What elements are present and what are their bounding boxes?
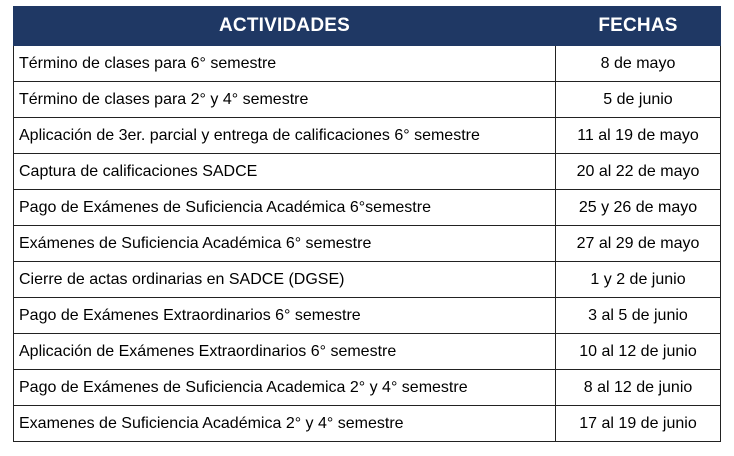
table-row — [14, 334, 721, 370]
activities-header: ACTIVIDADES — [14, 7, 556, 46]
table-row — [14, 406, 721, 442]
activity-cell: Exámenes de Suficiencia Académica 6° semestre — [14, 226, 556, 262]
date-cell: 11 al 19 de mayo — [556, 118, 721, 154]
schedule-table-container — [13, 6, 720, 442]
date-cell: 5 de junio — [556, 82, 721, 118]
schedule-table — [13, 6, 721, 442]
activity-cell: Cierre de actas ordinarias en SADCE (DGSE) — [14, 262, 556, 298]
date-cell: 10 al 12 de junio — [556, 334, 721, 370]
date-cell: 1 y 2 de junio — [556, 262, 721, 298]
table-row — [14, 190, 721, 226]
activity-cell: Pago de Exámenes de Suficiencia Academica 2° y 4° semestre — [14, 370, 556, 406]
activity-cell: Pago de Exámenes de Suficiencia Académica 6°semestre — [14, 190, 556, 226]
activity-cell: Examenes de Suficiencia Académica 2° y 4° semestre — [14, 406, 556, 442]
activity-cell: Término de clases para 2° y 4° semestre — [14, 82, 556, 118]
date-cell: 8 al 12 de junio — [556, 370, 721, 406]
table-row — [14, 298, 721, 334]
date-cell: 27 al 29 de mayo — [556, 226, 721, 262]
activity-cell: Término de clases para 6° semestre — [14, 46, 556, 82]
table-row — [14, 154, 721, 190]
table-row — [14, 46, 721, 82]
activity-cell: Aplicación de 3er. parcial y entrega de calificaciones 6° semestre — [14, 118, 556, 154]
date-cell: 17 al 19 de junio — [556, 406, 721, 442]
table-row — [14, 262, 721, 298]
date-cell: 25 y 26 de mayo — [556, 190, 721, 226]
table-row — [14, 118, 721, 154]
table-row — [14, 370, 721, 406]
date-cell: 3 al 5 de junio — [556, 298, 721, 334]
date-cell: 20 al 22 de mayo — [556, 154, 721, 190]
header-row — [14, 7, 721, 46]
table-row — [14, 226, 721, 262]
activity-cell: Captura de calificaciones SADCE — [14, 154, 556, 190]
date-cell: 8 de mayo — [556, 46, 721, 82]
dates-header: FECHAS — [556, 7, 721, 46]
activity-cell: Aplicación de Exámenes Extraordinarios 6° semestre — [14, 334, 556, 370]
activity-cell: Pago de Exámenes Extraordinarios 6° semestre — [14, 298, 556, 334]
table-row — [14, 82, 721, 118]
